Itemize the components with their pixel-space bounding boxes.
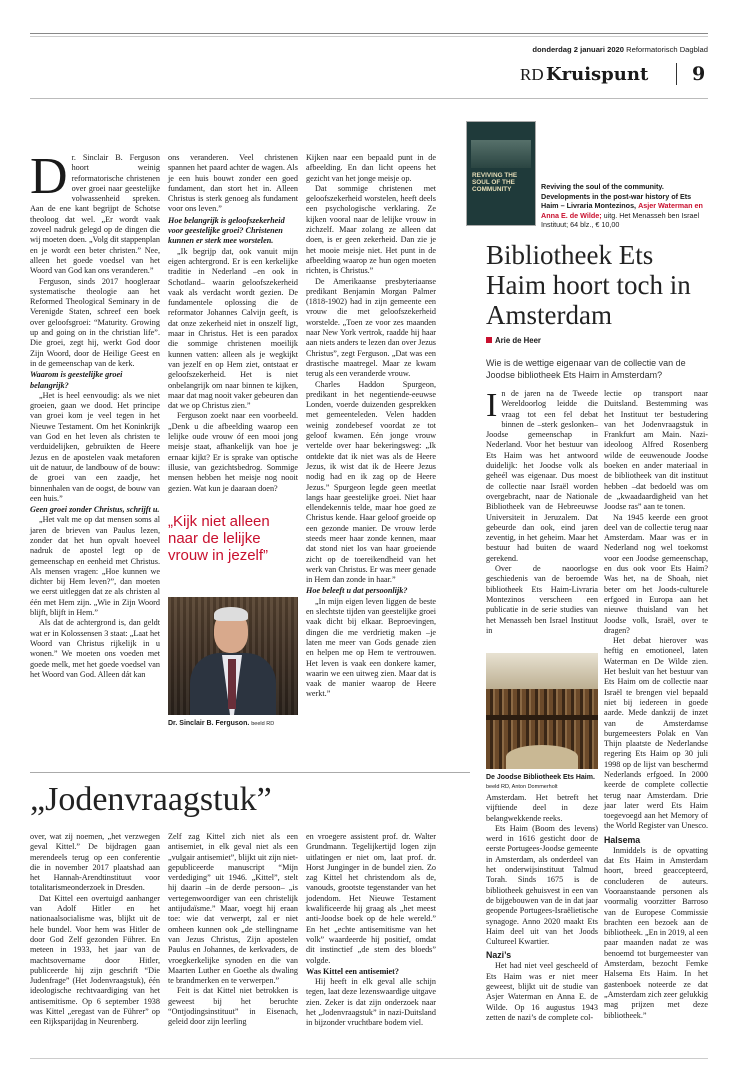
section-divider xyxy=(676,63,677,85)
pull-quote-text: „Kijk niet alleen naar de lelijke vrouw in jezelf” xyxy=(168,513,270,564)
book-caption xyxy=(541,182,708,230)
subheading: Halsema xyxy=(604,834,641,845)
dropcap: I xyxy=(486,387,498,424)
question: Hoe belangrijk is geloofszekerheid voor geestelijke groei? Christenen kunnen er sterk mee worstelen. xyxy=(168,215,285,246)
section-prefix: RD xyxy=(520,65,544,84)
library-ceiling xyxy=(486,653,598,693)
paragraph: n de jaren na de Tweede Wereldoorlog leidde die vraag tot een fel debat binnen de –sterk geslonken– Joodse gemeenschap in Nederland. Voor het bestuur van Ets Haim was het antwoord duidelijk: het Joodse volk als geheél was eigenaar. Dus moest de collectie naar Israël worden overgebracht, naar de Nationale Bibliotheek van de Hebreeuwse Universiteit in Jeruzalem. Dat gebeurde dan ook, eind jaren zeventig, in het geheim. Maar het bestuur had buiten de waard gerekend. xyxy=(486,389,598,563)
paragraph: Na 1945 keerde een groot deel van de collectie terug naar Amsterdam. Maar was er in Nederland nog wel toekomst voor een Joodse gemeenschap, en dus ook voor Ets Haim? Was het, na de Shoah, niet beter om het Joods-culturele erfgoed in Europa aan het nieuwe thuisland van het Joodse volk, Israël, over te dragen? xyxy=(604,512,708,635)
question: Waarom is geestelijke groei belangrijk? xyxy=(30,370,123,390)
book-cover xyxy=(466,121,536,226)
library-gallery xyxy=(486,715,598,720)
person-hair xyxy=(214,607,248,621)
paragraph: ons veranderen. Veel christenen spannen het paard achter de wagen. Als je een huis bouwt zonder een goed fundament, dan stort het in. Alleen Christus is sterk genoeg als fundament voor ons leven.” xyxy=(168,153,298,214)
section-title: Kruispunt xyxy=(546,64,649,85)
question: Geen groei zonder Christus, schrijft u. xyxy=(30,505,160,515)
article1-col1 xyxy=(30,148,160,680)
paragraph: en vroegere assistent prof. dr. Walter Grundmann. Tegelijkertijd logen zijn uitlatingen er niet om, laat prof. dr. Horst Junginger in de bundel zien. Zo zag Kittel het christendom als de, vanouds, grootste tegenstander van het jodendom. Het Nieuwe Testament kwalificeerde hij graag als „het meest anti-Joodse boek op de hele wereld.” En het „echte antisemitisme van het volk” waardeerde hij positief, omdat dit instinctief „de stem des bloeds” volgde. xyxy=(306,832,436,965)
question: Hoe beleeft u dat persoonlijk? xyxy=(306,586,408,596)
paragraph: Hij heeft in elk geval alle schijn tegen, laat deze lezenswaardige uitgave zien. Zeker is dat zijn onderzoek naar het „Jodenvraagstuk” in nazi-Duitsland in bijzonder vruchtbare bodem viel. xyxy=(306,977,436,1028)
photo-caption xyxy=(168,719,298,729)
article3-headline xyxy=(30,780,470,820)
library-caption xyxy=(486,773,598,792)
article3-col3 xyxy=(306,832,436,1029)
section-header xyxy=(516,60,708,90)
article2-lead xyxy=(486,357,708,381)
lead-text: Wie is de wettige eigenaar van de collectie van de Joodse bibliotheek Ets Haim in Amsterdam? xyxy=(486,358,686,380)
book-authors: Asjer Waterman en Anna E. de Wilde; xyxy=(541,201,703,220)
dropcap: D xyxy=(30,148,68,205)
book-cover-image xyxy=(471,140,531,168)
paragraph: Ets Haim (Boom des levens) werd in 1616 gesticht door de eerste Portugees-Joodse gemeente in Amsterdam, als onderdeel van het onderwijsinstituut Talmud Torah. Sinds 1675 is de bibliotheek gehuisvest in een van de bijgebouwen van de in dat jaar geopende Portugees-Israëlietische synagoge. Anno 2020 maakt Ets Haim deel uit van het Joods Cultureel Kwartier. xyxy=(486,823,598,947)
paragraph: over, wat zij noemen, „het verzwegen geval Kittel.” De bijdragen gaan merendeels terug op een conferentie die in november 2017 plaatshad aan het Hannah-Arendtinstituut voor totalitarismeonderzoek in Dresden. xyxy=(30,832,160,893)
book-details: uitg. Het Menasseh ben Israel Instituut; 64 blz., € 10,00 xyxy=(541,210,700,230)
paragraph: r. Sinclair B. Ferguson hoort weinig reformatorische christenen over groei naar geestelijke volwassenheid spreken. Aan de ene kant begrijpt de Schotse theoloog dat wel. „Er wordt vaak zoveel nadruk gelegd op de dingen die wij moeten doen. „Volg dit stappenplan en je wordt een beter christen.” Nee, alleen het goede voedsel van het Woord van God kan ons veranderen.” xyxy=(30,153,160,276)
article2-col1 xyxy=(486,389,598,636)
paragraph: Dat sommige christenen met geloofszekerheid worstelen, heeft deels een psychologische verklaring. Ze kijken vooral naar de lelijke vrouw in zichzelf. Maar zolang ze alleen dat doen, is er geen zekerheid. Dan zie je het mooie meisje niet. Het punt in de afbeelding waarop ze hun ogen moeten richten, is Christus.” xyxy=(306,183,436,276)
paragraph: Ferguson zoekt naar een voorbeeld. „Denk u die afbeelding waarop een lelijke oude vrouw óf een mooi jong meisje staat, afhankelijk van hoe je ernaar kijkt? Er is sprake van optische illusie, van gezichtsbedrog. Sommige mensen hebben het meisje nog nooit gezien. Wat kun je daaraan doen? xyxy=(168,411,298,493)
article3-col2 xyxy=(168,832,298,1028)
paragraph: „Het valt me op dat mensen soms al jaren de brieven van Paulus lezen, zonder dat het hun opvalt hoeveel nadruk de apostel legt op de gemeenschap en eenheid met Christus. Als mensen vragen: „Hoe kunnen we dichter bij Hem leven?”, dan moeten we eerst uitleggen dat ze als christen al één met Hem zijn. „Wie in Zijn Woord blijft, blijft in Hem.” xyxy=(30,515,160,618)
paragraph: Charles Haddon Spurgeon, predikant in het negentiende-eeuwse Londen, voerde duizenden gesprekken met gemeenteleden. Velen hadden weinig zondebesef voordat ze tot geloof kwamen. Eén jonge vrouw vertelde over haar bekeringsweg: „Ik ontdekte dat ik niet was als de Heere Jezus, ik wist dat ik de Heere Jezus nodig had en ik zag op de Heere Jezus.” Spurgeon legde geen meetlat langs haar geestelijke groei. Niet haar ellendekennis telde, maar hoe goed ze Christus kende. Haar geloof groeide op een gezonde manier. De vrouw lerde steeds meer haar zonde kennen, maar dat stond niet los van haar groeiende zicht op de toereikendheid van het werk van Christus. Er was meer genade in Hem dan zonde in haar.” xyxy=(306,379,436,585)
book-title: Reviving the soul of the community. Developments in the post-war history of Ets Haim – Livraria Montezinos, xyxy=(541,182,692,211)
ferguson-photo xyxy=(168,597,298,715)
bottom-rule xyxy=(30,1058,708,1059)
article2-headline xyxy=(486,240,696,330)
byline-text: Arie de Heer xyxy=(495,336,541,345)
question: Was Kittel een antisemiet? xyxy=(306,966,400,976)
paragraph: Het debat hierover was heftig en emotioneel, laten Waterman en De Wilde zien. Het besluit van het bestuur van Ets Haim om de collectie naar Israël te brengen viel bepaald niet bij iedereen in goede aarde. Mede dankzij de inzet van de Amsterdamse burgemeesters Polak en Van Thijn plaatste de Nederlandse regering Ets Haim op 30 juli 1998 op de lijst van beschermd Nederlands erfgoed. In 2000 keerde de complete collectie terug naar Amsterdam. Drie jaar later werd Ets Haim toegevoegd aan het Memory of the World Register van Unesco. xyxy=(604,636,709,831)
article1-col2 xyxy=(168,153,298,494)
headline-text: Bibliotheek Ets Haim hoort toch in Amsterdam xyxy=(486,240,691,330)
article3-col1 xyxy=(30,832,160,1028)
paragraph: Over de naoorlogse geschiedenis van de beroemde bibliotheek Ets Haim-Livraria Montezinos verscheen een publicatie in de serie studies van het Menasseh ben Israel Instituut in xyxy=(486,564,598,635)
caption-text: Dr. Sinclair B. Ferguson. xyxy=(168,720,250,727)
paragraph: „Ik begrijp dat, ook vanuit mijn eigen achtergrond. Er is een kerkelijke traditie in Nederland –en ook in Schotland– waarin geloofszekerheid vaak als verdacht wordt gezien. De fundamentele oplossing die de reformator Johannes Calvijn geeft, is dat onze zekerheid niet in onszelf ligt, maar in Christus. Het is een paradox die sommige christenen moeilijk kunnen vatten: alleen als je wegkijkt van jezelf en op Hem ziet, ontstaat er geloofszekerheid. Het is niet onbelangrijk om naar binnen te kijken, maar dat mag nooit vaker gebeuren dan dat we op Christus zien.” xyxy=(168,246,298,411)
date: donderdag 2 januari 2020 xyxy=(532,45,624,54)
paragraph: De Amerikaanse presbyteriaanse predikant Benjamin Morgan Palmer (1818-1902) had in zijn gemeente een vrouw die met geloofszekerheid worstelde. „Toen ze voor zes maanden naar New York vertrok, raadde hij haar aan niets anders te lezen dan over Jezus Christus”, zegt Ferguson. „Dat was een drastische maatregel. Maar ze kwam terug als een veranderde vrouw. xyxy=(306,276,436,379)
library-floor xyxy=(506,745,578,769)
article2-col1-continued xyxy=(486,793,598,1023)
photo-credit: beeld RD, Anton Dommerholt xyxy=(486,784,558,790)
paragraph: Kijken naar een bepaald punt in de afbeelding. En dan licht opeens het gezicht van het jonge meisje op. xyxy=(306,153,436,183)
paragraph: Ferguson, sinds 2017 hoogleraar systematische theologie aan het Reformed Theological Seminary in de Verenigde Staten, schreef een boek over geloofsgroei: “Maturity. Growing up and going on in the christian life”. Die groei, zegt hij, werkt God door Zijn Woord, door de Heilige Geest en in de gemeenschap van de kerk. xyxy=(30,276,160,368)
article3-rule xyxy=(30,772,470,773)
article1-col3 xyxy=(306,153,436,700)
paragraph: „In mijn eigen leven liggen de beste en slechtste tijden van geestelijke groei vaak dicht bij elkaar. Beproevingen, dingen die me verdrietig maken –je laten me meer van Gods genade zien en helpen me op Hem te vertrouwen. Het leven is vaak een donkere kamer, waarin we een uitweg zien. Maar dat is vaak de manier waarop de Heere werkt.” xyxy=(306,596,436,699)
paragraph: lectie op transport naar Duitsland. Bestemming was het Instituut ter bestudering van het Jodenvraagstuk in Frankfurt am Main. Nazi-ideoloog Alfred Rosenberg wilde de eeuwenoude Joodse boeken en ander materiaal in de bibliotheek van dit instituut hebben –dat bedoeld was om de „kwaadaardigheid van het Joodse ras” aan te tonen. xyxy=(604,389,708,512)
paragraph: Zelf zag Kittel zich niet als een antisemiet, in elk geval niet als een „vulgair antisemiet”, blijkt uit zijn niet-gepubliceerde manuscript “Mijn verdediging” uit 1946. „Kittel”, stelt hij daarin –in de derde persoon– „is vertegenwoordiger van een christelijk antijudaïsme.” Maar, voegt hij eraan toe: wie dat verwerpt, zal er niet omheen kunnen ook „de stellingname van Jezus Christus, Zijn apostelen Paulus en Johannes, de kerkvaders, de vroegkerkelijke synoden en die van Maarten Luther en Goethe als dwaling te brandmerken en te verwerpen.” xyxy=(168,832,298,986)
dateline xyxy=(485,45,708,54)
page-number: 9 xyxy=(692,63,706,85)
byline xyxy=(486,336,686,345)
pull-quote xyxy=(168,513,298,564)
paragraph: Amsterdam. Het betreft het vijftiende deel in deze belangwekkende reeks. xyxy=(486,793,598,823)
article2-col2 xyxy=(604,389,708,1021)
paragraph: Feit is dat Kittel niet betrokken is geweest bij het beruchte “Ontjodingsinstituut” in Eisenach, geleid door zijn leerling xyxy=(168,986,298,1027)
paper-name: Reformatorisch Dagblad xyxy=(626,45,708,54)
top-rule-2 xyxy=(30,36,708,37)
library-photo xyxy=(486,653,598,769)
paragraph: Het had niet veel gescheeld of Ets Haim was er niet meer geweest, blijkt uit de studie van Asjer Waterman en Anna E. de Wilde. Op 16 augustus 1943 zetten de nazi’s de complete col- xyxy=(486,961,598,1022)
caption-text: De Joodse Bibliotheek Ets Haim. xyxy=(486,774,595,781)
byline-marker xyxy=(486,337,492,343)
book-cover-title: REVIVING THE SOUL OF THE COMMUNITY xyxy=(472,172,518,193)
paragraph: Als dat de achtergrond is, dan geldt wat er in Kolossensen 3 staat: „Laat het Woord van Christus rijkelijk in u wonen.” We moeten ons voeden met goede melk, met het goede voedsel van het Woord van God. Alleen dát kan xyxy=(30,618,160,679)
photo-credit: beeld RD xyxy=(251,721,275,727)
header-rule xyxy=(30,98,708,99)
paragraph: Inmiddels is de opvatting dat Ets Haim in Amsterdam hoort, breed geaccepteerd, concluderen de auteurs. Vooraanstaande personen als voormalig voorzitter Barroso van de Europese Commissie brachten een bezoek aan de bibliotheek. „En in 2019, al een paar maanden nadat ze was benoemd tot burgemeester van Amsterdam, bezocht Femke Halsema Ets Haim. In het gastenboek noteerde ze dat „Amsterdam zich zeer gelukkig mag prijzen met deze bibliotheek.” xyxy=(604,845,708,1020)
paragraph: Dat Kittel een overtuigd aanhanger van Adolf Hitler en het nationaalsocialisme was, blijkt uit de hele bundel. Voor hem was Hitler de door God Zelf gezonden Führer. En meteen in 1933, het jaar van de machtsovername door Hitler, publiceerde hij zijn geschrift “Die Judenfrage” (Het Jodenvraagstuk), één ideologische rechtvaardiging van het antisemitisme. Op 6 september 1938 was Kittel „eregast van de Führer” op een Rijksparijdag in Neurenberg. xyxy=(30,893,160,1027)
paragraph: „Het is heel eenvoudig: als we niet groeien, gaan we dood. Het principe van groei kom je veel tegen in het Nieuwe Testament. Om het Koninkrijk van God en het leven als christen te verduidelijken, gebruikten de Heere Jezus en de apostelen vaak metaforen uit de natuur, de landbouw of de bouw: de groei van een zaadje, het binnenhalen van de oogst, de bouw van een huis.” xyxy=(30,390,160,503)
headline-text: „Jodenvraagstuk” xyxy=(30,781,272,818)
person-tie xyxy=(228,659,236,709)
subheading: Nazi’s xyxy=(486,950,512,961)
top-rule xyxy=(30,33,708,34)
